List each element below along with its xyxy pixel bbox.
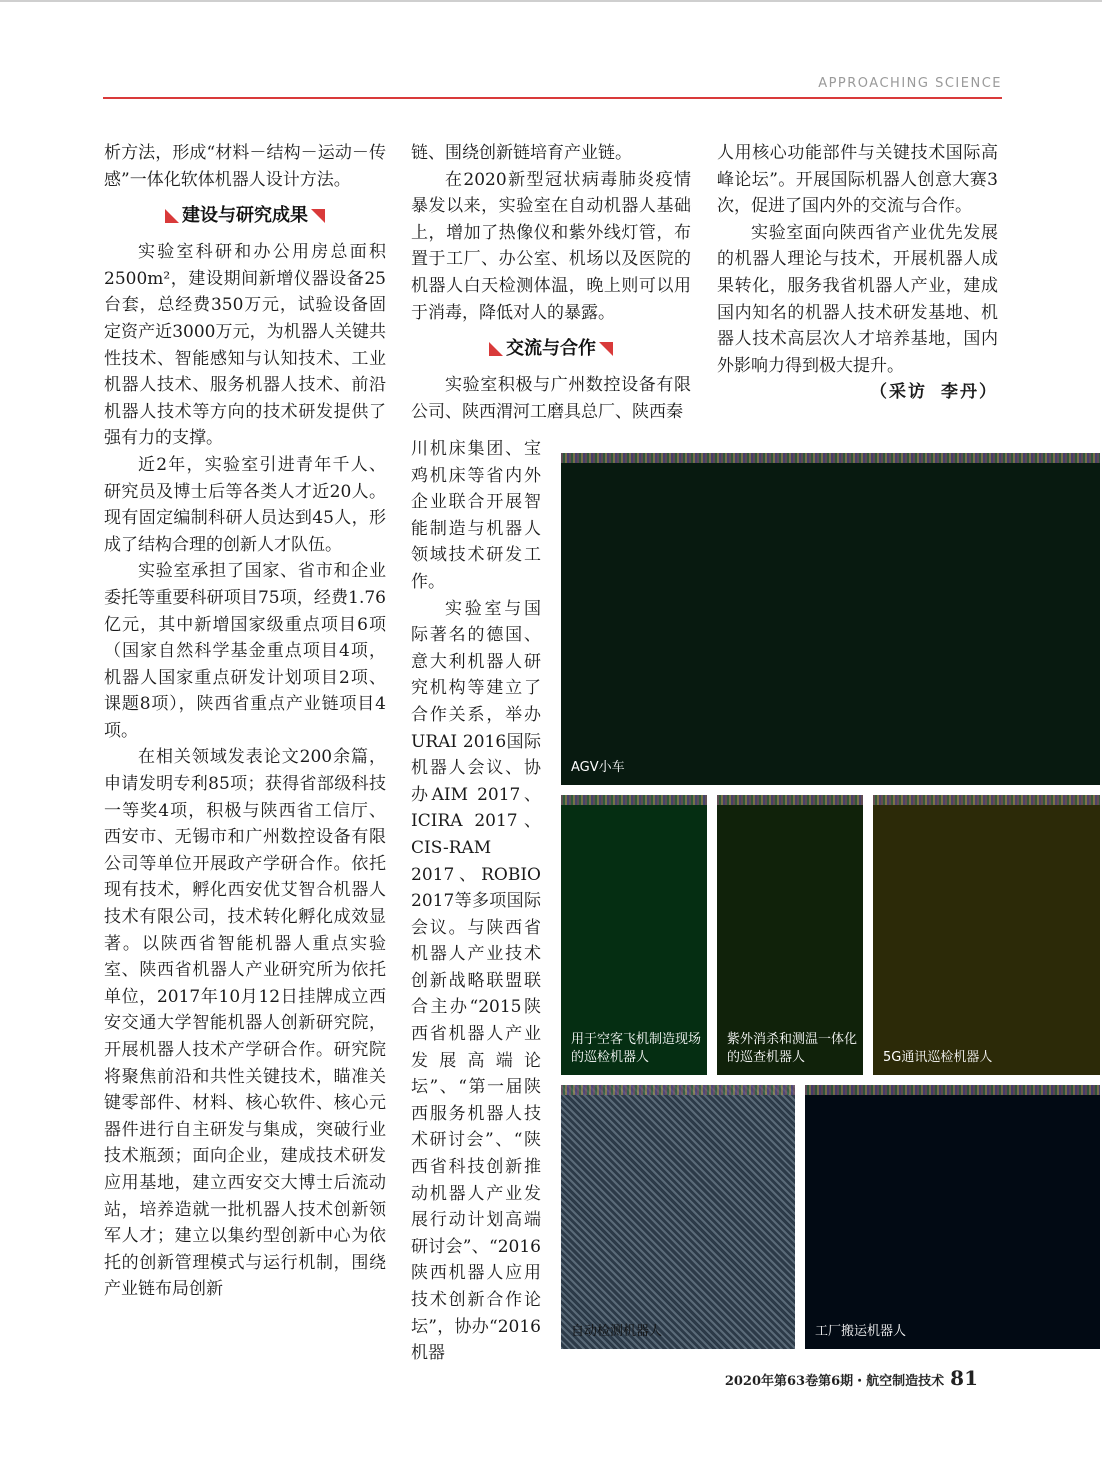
heading-triangle-right-icon [311,209,325,223]
paragraph: 在相关领域发表论文200余篇，申请发明专利85项；获得省部级科技一等奖4项，积极与陕西省工信厅、西安市、无锡市和广州数控设备有限公司等单位开展政产学研合作。依托现有技术，孵化西安优艾智合机器人技术有限公司，技术转化孵化成效显著。以陕西省智能机器人重点实验室、陕西省机器人产业研究所为依托单位，2017年10月12日挂牌成立西安交通大学智能机器人创新研究院，开展机器人技术产学研合作。研究院将聚焦前沿和共性关键技术，瞄准关键零部件、材料、核心软件、核心元器件进行自主研发与集成，突破行业技术瓶颈；面向企业，建成技术研发应用基地，建立西安交大博士后流动站，培养造就一批机器人技术创新领军人才；建立以集约型创新中心为依托的创新管理模式与运行机制，围绕产业链布局创新 [104,747,386,1300]
photo-caption: 紫外消杀和测温一体化的巡查机器人 [727,1032,858,1065]
page-footer [725,1366,978,1390]
paragraph: 析方法，形成“材料－结构－运动－传感”一体化软体机器人设计方法。 [104,143,386,190]
interview-byline [717,379,998,406]
photo-uv-patrol-robot [717,795,863,1075]
column-3 [717,140,998,406]
heading-text: 交流与合作 [506,337,596,359]
paragraph: 川机床集团、宝鸡机床等省内外企业联合开展智能制造与机器人领域技术研发工作。 [411,439,541,592]
byline-prefix: （采访 [870,382,927,403]
heading-triangle-left-icon [489,342,503,356]
section-heading-results [104,193,386,239]
photo-caption: 用于空客飞机制造现场的巡检机器人 [571,1032,702,1065]
photo-caption: 自动检测机器人 [571,1324,663,1339]
photo-aircraft-inspection-robot [561,795,707,1075]
paragraph: 人用核心功能部件与关键技术国际高峰论坛”。开展国际机器人创意大赛3次，促进了国内外的交流与合作。 [717,143,998,217]
paragraph: 实验室面向陕西省产业优先发展的机器人理论与技术，开展机器人成果转化，服务我省机器人产业，建成国内知名的机器人技术研发基地、机器人技术高层次人才培养基地，国内外影响力得到极大提升。 [717,222,998,376]
section-header-label: APPROACHING SCIENCE [818,76,1002,91]
photo-caption: AGV小车 [571,760,625,775]
journal-info: 2020年第63卷第6期・航空制造技术 [724,1374,945,1389]
column-1 [104,140,386,1303]
photo-caption: 工厂搬运机器人 [815,1324,907,1339]
paragraph: 在2020新型冠状病毒肺炎疫情暴发以来，实验室在自动机器人基础上，增加了热像仪和紫外线灯管，布置于工厂、办公室、机场以及医院的机器人白天检测体温，晚上则可以用于消毒，降低对人的暴露。 [411,169,691,323]
heading-triangle-right-icon [599,342,613,356]
header-rule [103,97,1002,99]
photo-auto-inspection-robot [561,1085,795,1349]
column-2-narrow [411,436,541,1367]
paragraph: 实验室承担了国家、省市和企业委托等重要科研项目75项，经费1.76亿元，其中新增国家级重点项目6项（国家自然科学基金重点项目4项，机器人国家重点研发计划项目2项、课题8项），陕西省重点产业链项目4项。 [104,561,386,741]
paragraph: 实验室科研和办公用房总面积2500m²，建设期间新增仪器设备25台套，总经费350万元，试验设备固定资产近3000万元，为机器人关键共性技术、智能感知与认知技术、工业机器人技术、服务机器人技术、前沿机器人技术等方向的技术研发提供了强有力的支撑。 [104,242,386,449]
paragraph: 实验室与国际著名的德国、意大利机器人研究机构等建立了合作关系，举办URAI 2016国际机器人会议、协办AIM 2017、ICIRA 2017、CIS-RAM 2017、ROBIO 2017等多项国际会议。与陕西省机器人产业技术创新战略联盟联合主办“2015陕西省机器人产业发展高端论坛”、“第一届陕西服务机器人技术研讨会”、“陕西省科技创新推动机器人产业发展行动计划高端研讨会”、“2016陕西机器人应用技术创新合作论坛”，协办“2016机器 [411,598,541,1364]
page-top-border [0,0,1102,2]
paragraph: 近2年，实验室引进青年千人、研究员及博士后等各类人才近20人。现有固定编制科研人员达到45人，形成了结构合理的创新人才队伍。 [104,454,386,555]
photo-5g-inspection-robot [873,795,1100,1075]
photo-agv [561,453,1100,785]
photo-factory-transport-robot [805,1085,1100,1349]
byline-name: 李丹） [941,382,998,403]
page-number: 81 [950,1366,978,1390]
heading-triangle-left-icon [165,209,179,223]
column-2 [411,140,691,425]
paragraph: 实验室积极与广州数控设备有限公司、陕西渭河工磨具总厂、陕西秦 [411,375,691,422]
paragraph: 链、围绕创新链培育产业链。 [411,143,632,163]
heading-text: 建设与研究成果 [182,204,308,226]
section-heading-exchange [411,326,691,372]
photo-caption: 5G通讯巡检机器人 [883,1050,993,1065]
